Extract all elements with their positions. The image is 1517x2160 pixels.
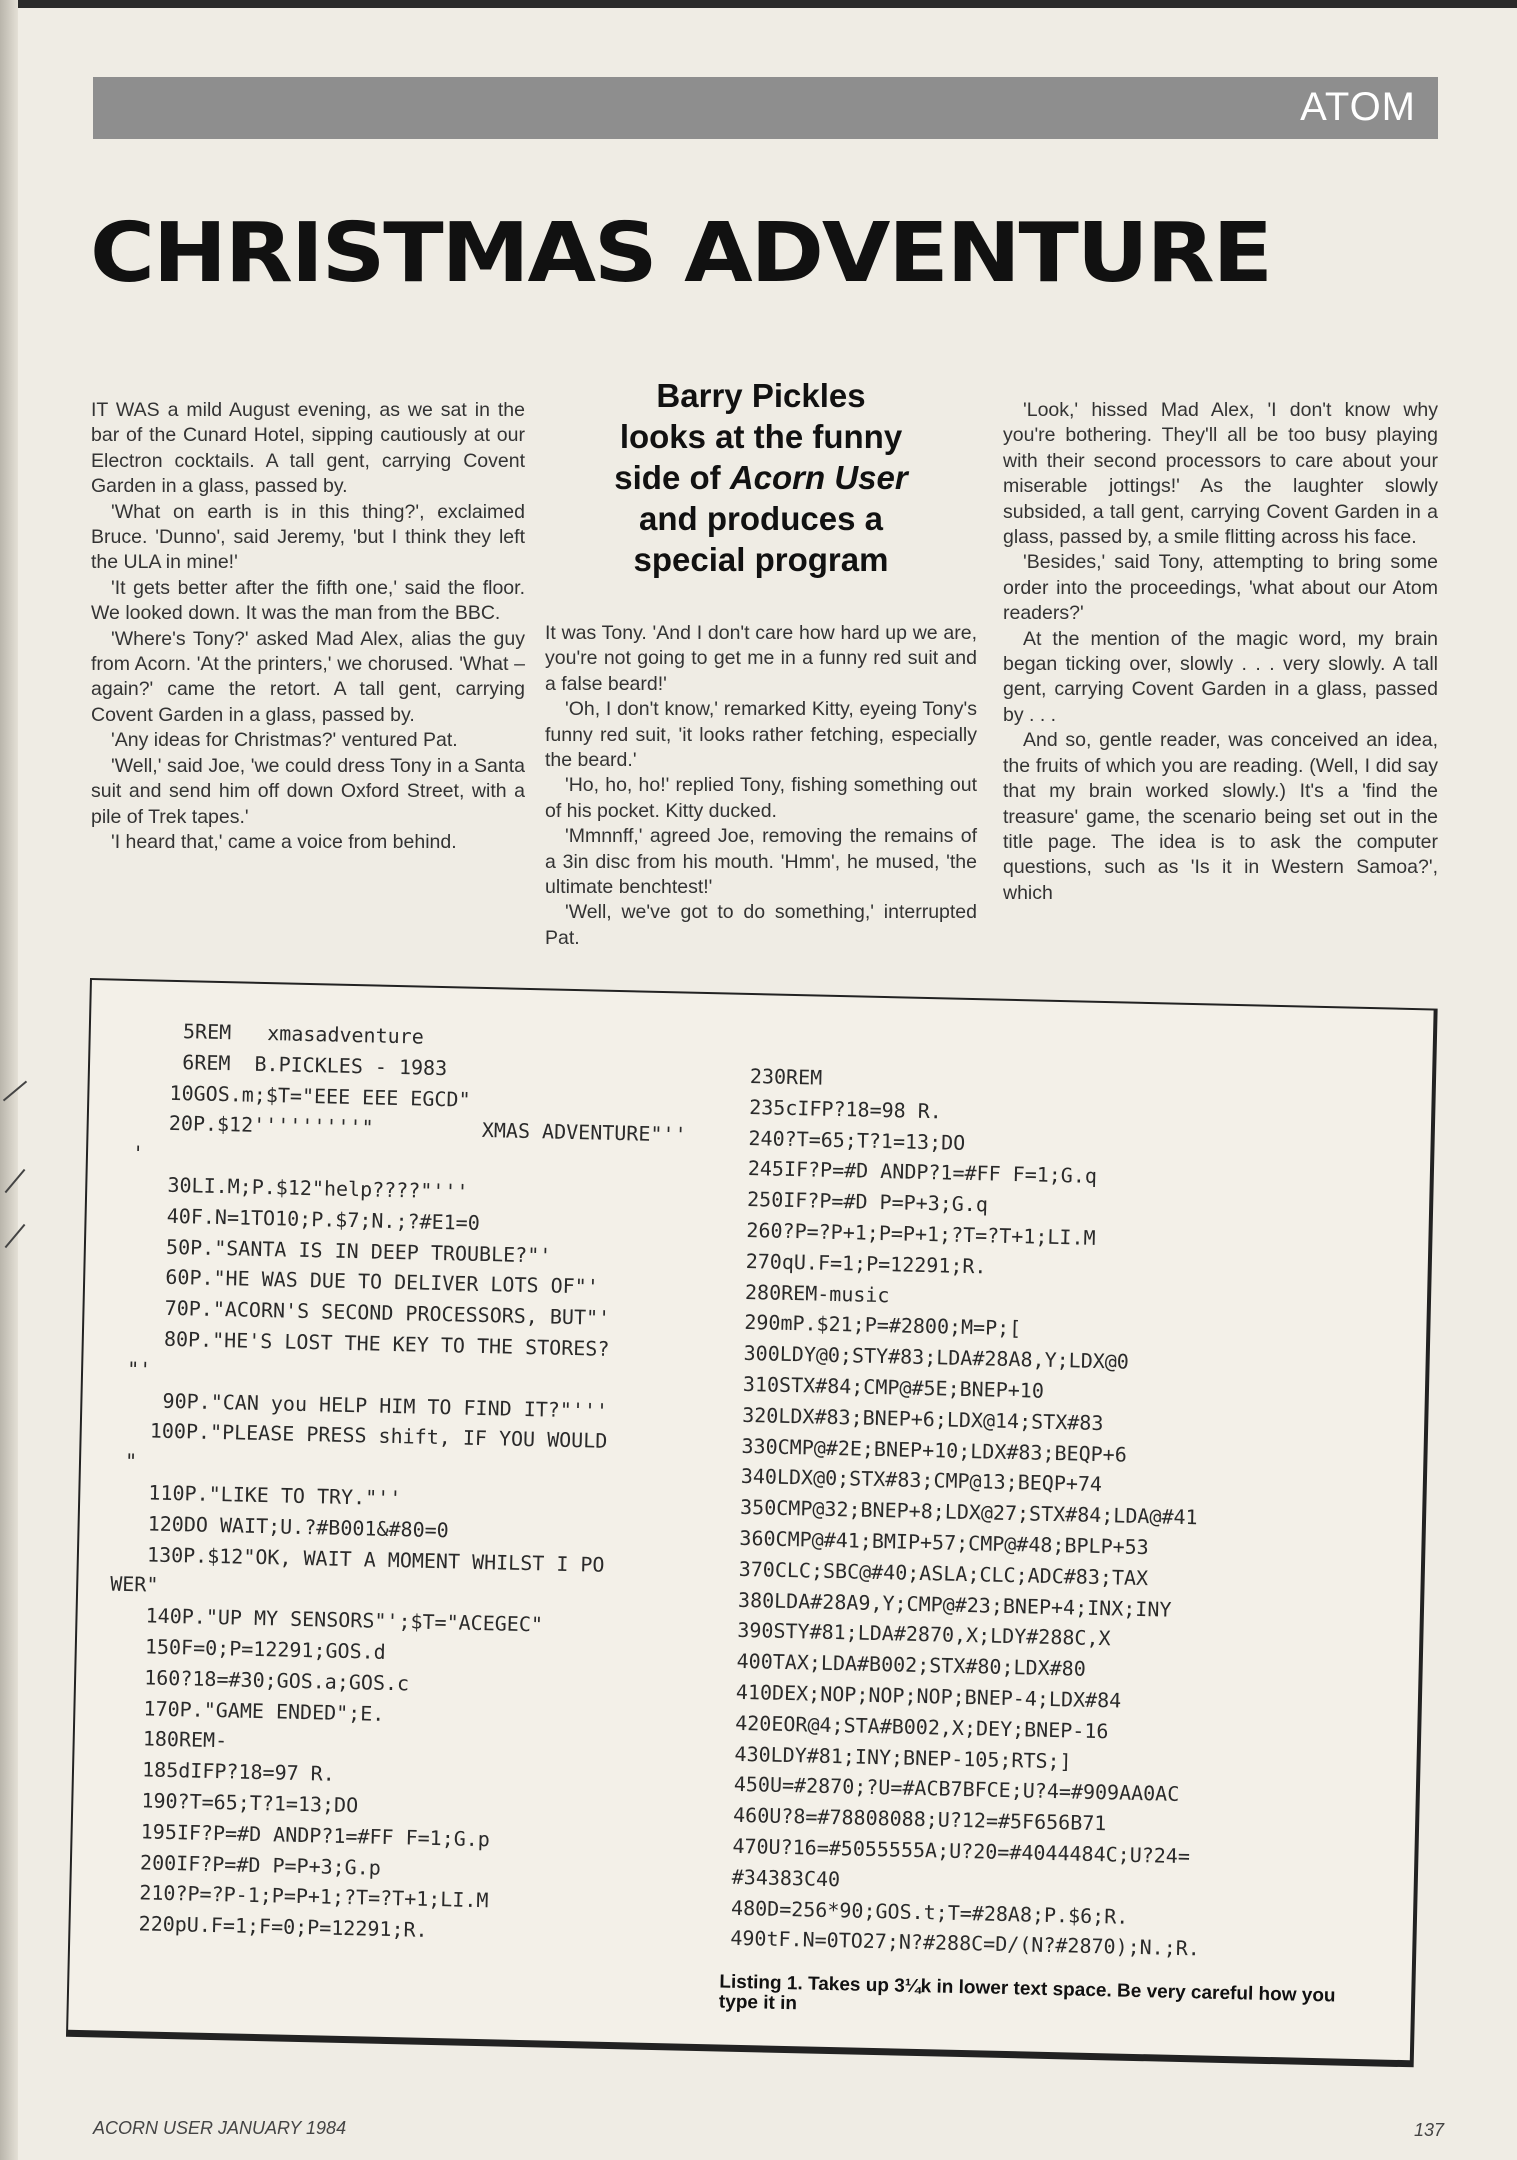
listing-line: 300LDY@0;STY#83;LDA#28A8,Y;LDX@0 xyxy=(743,1341,1130,1374)
listing-line: 70P."ACORN'S SECOND PROCESSORS, BUT"' xyxy=(116,1294,611,1331)
binding-gutter xyxy=(0,0,18,2160)
listing-line: 460U?8=#78808088;U?12=#5F656B71 xyxy=(732,1802,1107,1836)
listing-line: 10GOS.m;$T="EEE EEE EGCD" xyxy=(121,1079,471,1112)
listing-line: 260?P=?P+1;P=P+1;?T=?T+1;LI.M xyxy=(746,1217,1096,1250)
article-column-1 xyxy=(91,398,525,855)
listing-line: 100P."PLEASE PRESS shift, IF YOU WOULD xyxy=(113,1418,608,1454)
listing-line: 40F.N=1TO10;P.$7;N.;?#E1=0 xyxy=(118,1202,481,1235)
page-top-edge xyxy=(0,0,1517,8)
standfirst-line: and produces a xyxy=(639,500,883,537)
listing-line: 80P."HE'S LOST THE KEY TO THE STORES? xyxy=(115,1325,610,1361)
listing-caption: Listing 1. Takes up 3¼k in lower text space. Be very careful how you type it in xyxy=(718,1971,1336,2015)
article-headline: CHRISTMAS ADVENTURE xyxy=(90,206,1271,301)
listing-line: 330CMP@#2E;BNEP+10;LDX#83;BEQP+6 xyxy=(741,1433,1128,1467)
listing-line: 230REM xyxy=(749,1064,823,1090)
listing-line: 190?T=65;T?1=13;DO xyxy=(105,1787,359,1818)
paragraph: 'Where's Tony?' asked Mad Alex, alias the guy from Acorn. 'At the printers,' we chorused. 'What – again?' came the retort. A tall gent, carrying Covent Garden in a glass, passed by. xyxy=(91,627,525,726)
listing-line: 60P."HE WAS DUE TO DELIVER LOTS OF"' xyxy=(116,1264,600,1299)
standfirst-line: Barry Pickles xyxy=(656,377,866,414)
section-label: ATOM xyxy=(1300,85,1416,129)
listing-line: 430LDY#81;INY;BNEP-105;RTS;] xyxy=(734,1741,1072,1774)
standfirst-line: special program xyxy=(633,541,889,578)
listing-line: 470U?16=#5055555A;U?20=#4044484C;U?24= xyxy=(732,1833,1191,1869)
listing-line: 240?T=65;T?1=13;DO xyxy=(748,1125,966,1155)
standfirst-emphasis: Acorn User xyxy=(729,459,908,496)
listing-line: 350CMP@32;BNEP+8;LDX@27;STX#84;LDA@#41 xyxy=(739,1495,1198,1530)
listing-line: 185dIFP?18=97 R. xyxy=(105,1756,336,1786)
listing-line: 340LDX@0;STX#83;CMP@13;BEQP+74 xyxy=(740,1464,1103,1497)
paragraph: 'Mmnnff,' agreed Joe, removing the remains of a 3in disc from his mouth. 'Hmm', he mused, 'the ultimate benchtest!' xyxy=(545,825,977,899)
listing-line: 120DO WAIT;U.?#B001&#80=0 xyxy=(111,1510,449,1543)
paragraph: 'Any ideas for Christmas?' ventured Pat. xyxy=(111,729,458,752)
paragraph: At the mention of the magic word, my brain began ticking over, slowly . . . very slowly. A tall gent, carrying Covent Garden in a glass, passed by . . . xyxy=(1003,627,1438,726)
paragraph: 'Ho, ho, ho!' replied Tony, fishing something out of his pocket. Kitty ducked. xyxy=(545,774,977,822)
listing-line: 170P."GAME ENDED";E. xyxy=(107,1695,385,1726)
paragraph: 'Look,' hissed Mad Alex, 'I don't know why you're bothering. They'll all be too busy playing with their second processors to care about your miserable jottings!' As the laughter slowly subsided, a tall gent, carrying Covent Garden in a glass, passed by, a smile flitting across his face. xyxy=(1003,399,1438,549)
standfirst-line: looks at the funny xyxy=(619,418,903,455)
article-column-2 xyxy=(545,621,977,951)
listing-line: 310STX#84;CMP@#5E;BNEP+10 xyxy=(742,1371,1045,1403)
listing-line: 370CLC;SBC@#40;ASLA;CLC;ADC#83;TAX xyxy=(738,1556,1149,1590)
listing-line: 390STY#81;LDA#2870,X;LDY#288C,X xyxy=(737,1618,1111,1651)
paragraph: 'Oh, I don't know,' remarked Kitty, eyeing Tony's funny red suit, 'it looks rather fetching, especially the beard.' xyxy=(545,698,977,772)
paragraph: 'Besides,' said Tony, attempting to bring some order into the proceedings, 'what about our Atom readers?' xyxy=(1003,551,1438,625)
listing-line: 270qU.F=1;P=12291;R. xyxy=(745,1248,987,1279)
listing-line: 210?P=?P-1;P=P+1;?T=?T+1;LI.M xyxy=(102,1879,489,1913)
listing-line: "' xyxy=(114,1356,152,1382)
paragraph: 'I heard that,' came a voice from behind. xyxy=(111,830,457,853)
listing-line: 140P."UP MY SENSORS"';$T="ACEGEC" xyxy=(109,1602,544,1637)
listing-line: 160?18=#30;GOS.a;GOS.c xyxy=(107,1664,410,1696)
paragraph: It was Tony. 'And I don't care how hard up we are, you're not going to get me in a funny red suit and a false beard!' xyxy=(545,622,977,695)
paragraph: 'What on earth is in this thing?', exclaimed Bruce. 'Dunno', said Jeremy, 'but I think they left the ULA in mine!' xyxy=(91,500,525,574)
listing-line: #34383C40 xyxy=(731,1864,841,1891)
listing-line: 180REM- xyxy=(106,1725,228,1753)
listing-line: 30LI.M;P.$12"help????"''' xyxy=(119,1171,469,1204)
listing-right-column xyxy=(730,1061,1220,1965)
listing-line: 420EOR@4;STA#B002,X;DEY;BNEP-16 xyxy=(735,1710,1109,1744)
listing-line: 235cIFP?18=98 R. xyxy=(748,1094,943,1124)
listing-line: " xyxy=(112,1448,138,1474)
listing-line: 245IF?P=#D ANDP?1=#FF F=1;G.q xyxy=(747,1156,1098,1189)
listing-line: 400TAX;LDA#B002;STX#80;LDX#80 xyxy=(736,1648,1087,1681)
listing-line: 290mP.$21;P=#2800;M=P;[ xyxy=(744,1310,1022,1341)
program-listing xyxy=(66,978,1438,2067)
listing-line: 195IF?P=#D ANDP?1=#FF F=1;G.p xyxy=(104,1818,491,1852)
paragraph: 'Well,' said Joe, 'we could dress Tony in a Santa suit and send him off down Oxford Street, with a pile of Trek tapes.' xyxy=(91,754,525,828)
listing-line: 130P.$12"OK, WAIT A MOMENT WHILST I PO xyxy=(110,1541,605,1577)
article-column-3 xyxy=(1003,398,1438,906)
paragraph: IT WAS a mild August evening, as we sat in the bar of the Cunard Hotel, sipping cautiously at our Electron cocktails. A tall gent, carrying Covent Garden in a glass, passed by. xyxy=(91,399,525,498)
listing-line: 110P."LIKE TO TRY."'' xyxy=(112,1479,402,1511)
listing-line: 220pU.F=1;F=0;P=12291;R. xyxy=(102,1910,428,1943)
listing-line: 20P.$12'''''''''" XMAS ADVENTURE"'' xyxy=(120,1110,687,1147)
paragraph: 'It gets better after the fifth one,' said the floor. We looked down. It was the man from the BBC. xyxy=(91,576,525,625)
listing-left-column xyxy=(102,1015,689,1952)
listing-line: 380LDA#28A9,Y;CMP@#23;BNEP+4;INX;INY xyxy=(737,1587,1172,1622)
paragraph: And so, gentle reader, was conceived an idea, the fruits of which you are reading. (Well, I did say that my brain worked slowly.) It's a 'find the treasure' game, the scenario being set out in the title page. The idea is to ask the computer questions, such as 'Is it in Western Samoa?', which xyxy=(1003,729,1438,904)
listing-line: 450U=#2870;?U=#ACB7BFCE;U?4=#909AA0AC xyxy=(733,1772,1180,1807)
footer-publication: ACORN USER JANUARY 1984 xyxy=(93,2118,347,2138)
listing-line: 90P."CAN you HELP HIM TO FIND IT?"''' xyxy=(114,1387,609,1423)
listing-line: 490tF.N=0TO27;N?#288C=D/(N?#2870);N.;R. xyxy=(730,1926,1201,1961)
listing-line: 480D=256*90;GOS.t;T=#28A8;P.$6;R. xyxy=(730,1895,1129,1929)
listing-line: 150F=0;P=12291;GOS.d xyxy=(108,1633,387,1664)
standfirst-line xyxy=(566,457,956,498)
section-bar xyxy=(93,77,1438,139)
listing-line: 410DEX;NOP;NOP;NOP;BNEP-4;LDX#84 xyxy=(735,1679,1122,1713)
listing-line: 250IF?P=#D P=P+3;G.q xyxy=(746,1187,989,1217)
page-number: 137 xyxy=(1413,2120,1444,2140)
listing-line: 50P."SANTA IS IN DEEP TROUBLE?"' xyxy=(117,1233,552,1268)
listing-line: 320LDX#83;BNEP+6;LDX@14;STX#83 xyxy=(741,1402,1104,1435)
listing-line: 5REM xmasadventure xyxy=(122,1017,425,1049)
listing-line: 6REM B.PICKLES - 1983 xyxy=(121,1048,448,1080)
listing-line: 200IF?P=#D P=P+3;G.p xyxy=(103,1849,382,1880)
listing-line: 360CMP@#41;BMIP+57;CMP@#48;BPLP+53 xyxy=(739,1525,1150,1560)
listing-line: WER" xyxy=(109,1571,159,1598)
listing-line: 280REM-music xyxy=(744,1279,890,1307)
standfirst-text: side of xyxy=(614,459,730,496)
standfirst xyxy=(566,375,956,580)
listing-line: ' xyxy=(119,1140,145,1166)
paragraph: 'Well, we've got to do something,' interrupted Pat. xyxy=(545,901,977,949)
